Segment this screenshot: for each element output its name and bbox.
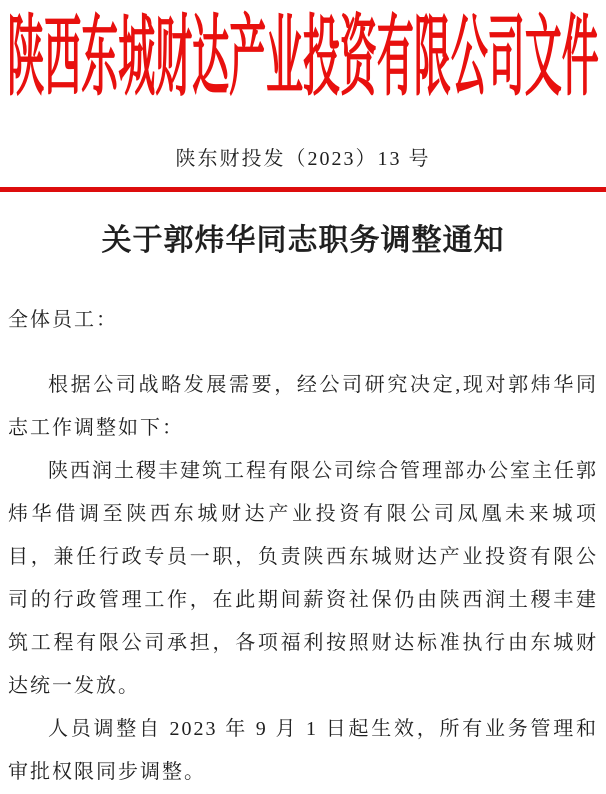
- document-number: 陕东财投发（2023）13 号: [175, 148, 431, 170]
- paragraph-adjustment-details: 陕西润土稷丰建筑工程有限公司综合管理部办公室主任郭炜华借调至陕西东城财达产业投资有限公司凤凰未来城项目，兼任行政专员一职，负责陕西东城财达产业投资有限公司的行政管理工作，在此期间薪资社保仍由陕西润土稷丰建筑工程有限公司承担，各项福利按照财达标准执行由东城财达统一发放。: [8, 460, 598, 697]
- paragraph-intro: 根据公司战略发展需要，经公司研究决定,现对郭炜华同志工作调整如下：: [8, 374, 598, 439]
- red-divider-line: [0, 187, 606, 192]
- notice-body: [0, 299, 606, 794]
- salutation: 全体员工：: [8, 309, 118, 331]
- company-document-title: 陕西东城财达产业投资有限公司文件: [7, 10, 599, 107]
- paragraph-effective-date: 人员调整自 2023 年 9 月 1 日起生效，所有业务管理和审批权限同步调整。: [8, 718, 598, 783]
- notice-title: 关于郭炜华同志职务调整通知: [101, 224, 505, 257]
- document-red-header: [0, 0, 606, 105]
